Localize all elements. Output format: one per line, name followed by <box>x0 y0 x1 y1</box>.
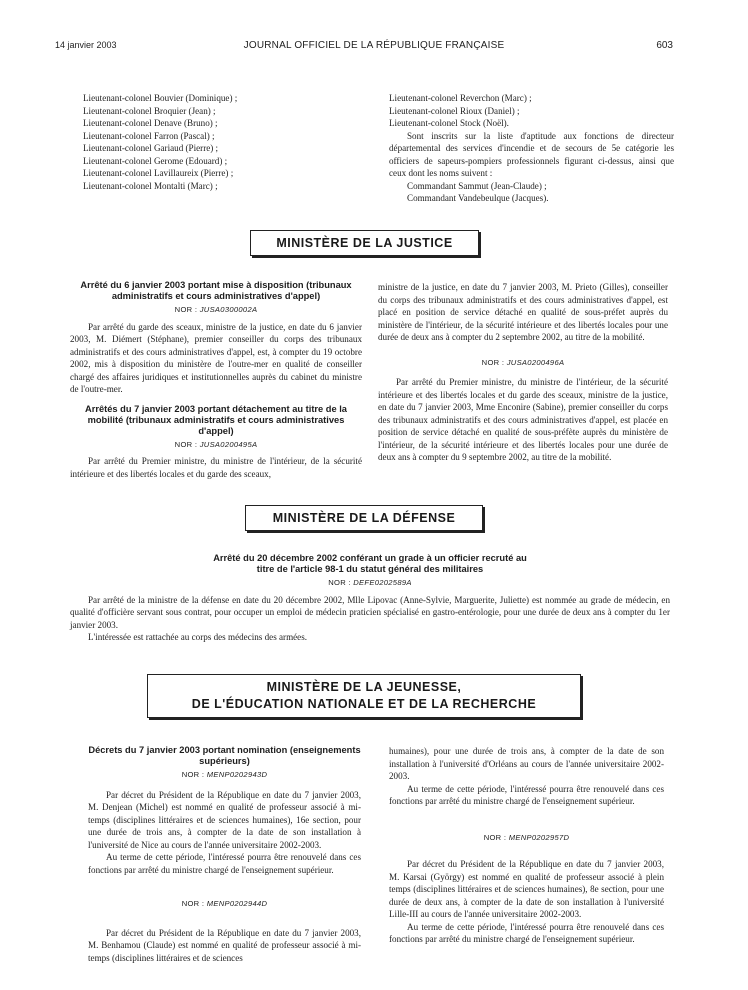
decree-text: Par arrêté du Premier ministre, du ministre de l'intérieur, de la sécurité intérieure et des libertés locales et du garde des sceaux, <box>70 456 362 479</box>
decree-text: Au terme de cette période, l'intéressé pourra être renouvelé dans ces fonctions par arrêté du ministre chargé de l'enseignement supérieur. <box>88 852 361 875</box>
decree-text: ministre de la justice, en date du 7 janvier 2003, M. Prieto (Gilles), conseiller du corps des tribunaux administratifs et des cours administratives d'appel, est placé en position de service détaché en qualité de sous-préfet auprès du ministère de l'intérieur, de la sécurité intérieure et des libertés locales pour une durée de deux ans à compter du 2 septembre 2002, au titre de la mobilité. <box>378 282 668 342</box>
list-item: Lieutenant-colonel Farron (Pascal) ; <box>83 130 215 141</box>
section-heading-education <box>147 674 581 718</box>
list-item: Commandant Sammut (Jean-Claude) ; <box>407 180 547 191</box>
heading-line: MINISTÈRE DE LA JEUNESSE, <box>266 680 462 694</box>
decree-text: Par décret du Président de la République en date du 7 janvier 2003, M. Benhamou (Claude) est nommé en qualité de professeur associé à mi-temps (disciplines littéraires et de sciences <box>88 927 361 963</box>
decree-text: Par décret du Président de la République en date du 7 janvier 2003, M. Karsai (György) est nommé en qualité de professeur associé à plein temps (disciplines littéraires et de sciences humaines), 8e section, pour une durée de deux ans, à compter de la date de son installation à l'université Lille-III au cours de l'année universitaire 2002-2003. <box>389 859 664 919</box>
decree-text: Par arrêté du Premier ministre, du ministre de l'intérieur, de la sécurité intérieure et des libertés locales et du garde des sceaux, ministre de la justice, en date du 7 janvier 2003, Mme Enconire (Sabine), premier conseiller du corps des tribunaux administratifs et des cours administratives d'appel, est placée en position de service détaché en qualité de sous-préfète auprès du ministère de l'intérieur, de la sécurité intérieure et des libertés locales pour une durée de deux ans à compter du 9 septembre 2002, au titre de la mobilité. <box>378 377 668 462</box>
list-item: Lieutenant-colonel Denave (Bruno) ; <box>83 118 218 128</box>
list-item: Lieutenant-colonel Lavillaureix (Pierre) ; <box>83 168 234 178</box>
officer-list-left <box>83 92 368 192</box>
decree-text: Par décret du Président de la République en date du 7 janvier 2003, M. Denjean (Michel) est nommé en qualité de professeur associé à mi-temps (disciplines littéraires et de sciences humaines), 16e section, pour une durée de trois ans, à compter de la date de son installation à l'université de Nice au cours de l'année universitaire 2002-2003. <box>88 789 361 850</box>
decree-text: Au terme de cette période, l'intéressé pourra être renouvelé dans ces fonctions par arrêté du ministre chargé de l'enseignement supérieur. <box>389 921 664 944</box>
decree-text: Par arrêté du garde des sceaux, ministre de la justice, en date du 6 janvier 2003, M. Diémert (Stéphane), premier conseiller du corps des tribunaux administratifs et des cours administratives d'appel, est, à compter du 19 octobre 2002, mis à disposition du ministère de l'outre-mer en qualité de conseiller chargé des affaires juridiques et institutionnelles auprès du cabinet du ministre de l'outre-mer. <box>70 321 362 394</box>
education-left-column <box>88 745 361 964</box>
heading-line: DE L'ÉDUCATION NATIONALE ET DE LA RECHERCHE <box>191 697 537 711</box>
decree-text: Par arrêté de la ministre de la défense en date du 20 décembre 2002, Mlle Lipovac (Anne-Sylvie, Marguerite, Juliette) est nommée au grade de médecin, en qualité d'officière servant sous contrat, pour occuper un emploi de médecin praticien spécialisé en gastro-entérologie, pour une durée de deux ans à compter du 1er janvier 2003. <box>70 594 670 630</box>
list-item: Lieutenant-colonel Stock (Noël). <box>389 118 509 128</box>
nor-reference: NOR : JUSA0200496A <box>481 357 565 367</box>
list-item: Lieutenant-colonel Rioux (Daniel) ; <box>389 105 520 116</box>
decree-text: L'intéressée est rattachée au corps des médecins des armées. <box>88 632 308 642</box>
decree-title: Arrêtés du 7 janvier 2003 portant détachement au titre de la mobilité (tribunaux administratifs et cours administratives d'appel) <box>85 403 347 436</box>
nor-reference: NOR : JUSA0300002A <box>174 305 258 314</box>
list-item: Lieutenant-colonel Montalti (Marc) ; <box>83 180 218 191</box>
list-item: Lieutenant-colonel Reverchon (Marc) ; <box>389 93 532 103</box>
list-item: Commandant Vandebeulque (Jacques). <box>407 193 549 203</box>
decree-text: humaines), pour une durée de trois ans, à compter de la date de son installation à l'université d'Orléans au cours de l'année universitaire 2002-2003. <box>389 746 664 781</box>
officer-list-right <box>389 92 674 205</box>
decree-title: Arrêté du 6 janvier 2003 portant mise à disposition (tribunaux administratifs et cours administratives d'appel) <box>80 280 352 301</box>
decree-title: Arrêté du 20 décembre 2002 conférant un grade à un officier recruté au titre de l'article 98-1 du statut général des militaires <box>213 553 527 574</box>
justice-left-column <box>70 280 362 480</box>
list-item: Lieutenant-colonel Gerome (Edouard) ; <box>83 155 228 166</box>
section-heading-defense: MINISTÈRE DE LA DÉFENSE <box>245 505 483 531</box>
nor-reference: NOR : DEFE0202589A <box>328 578 412 587</box>
nor-reference: NOR : JUSA0200495A <box>174 439 258 449</box>
decree-text: Au terme de cette période, l'intéressé pourra être renouvelé dans ces fonctions par arrêté du ministre chargé de l'enseignement supérieur. <box>389 783 664 806</box>
decree-title: Décrets du 7 janvier 2003 portant nomination (enseignements supérieurs) <box>88 745 361 766</box>
nor-reference: NOR : MENP0202943D <box>181 770 268 779</box>
aptitude-paragraph: Sont inscrits sur la liste d'aptitude aux fonctions de directeur départemental des services d'incendie et de secours de 5e catégorie les officiers de sapeurs-pompiers professionnels figurant ci-dessus, ainsi que ceux dont les noms suivent : <box>389 130 674 178</box>
list-item: Lieutenant-colonel Gariaud (Pierre) ; <box>83 143 219 153</box>
page-number: 603 <box>656 40 673 51</box>
nor-reference: NOR : MENP0202944D <box>181 899 268 908</box>
defense-section <box>70 553 670 644</box>
header-date: 14 janvier 2003 <box>55 40 117 50</box>
education-right-column <box>389 745 664 946</box>
list-item: Lieutenant-colonel Broquier (Jean) ; <box>83 105 216 116</box>
section-heading-justice: MINISTÈRE DE LA JUSTICE <box>250 230 479 256</box>
journal-title: JOURNAL OFFICIEL DE LA RÉPUBLIQUE FRANÇAISE <box>243 40 505 51</box>
justice-right-column <box>378 281 668 464</box>
list-item: Lieutenant-colonel Bouvier (Dominique) ; <box>83 93 238 103</box>
nor-reference: NOR : MENP0202957D <box>483 832 570 842</box>
